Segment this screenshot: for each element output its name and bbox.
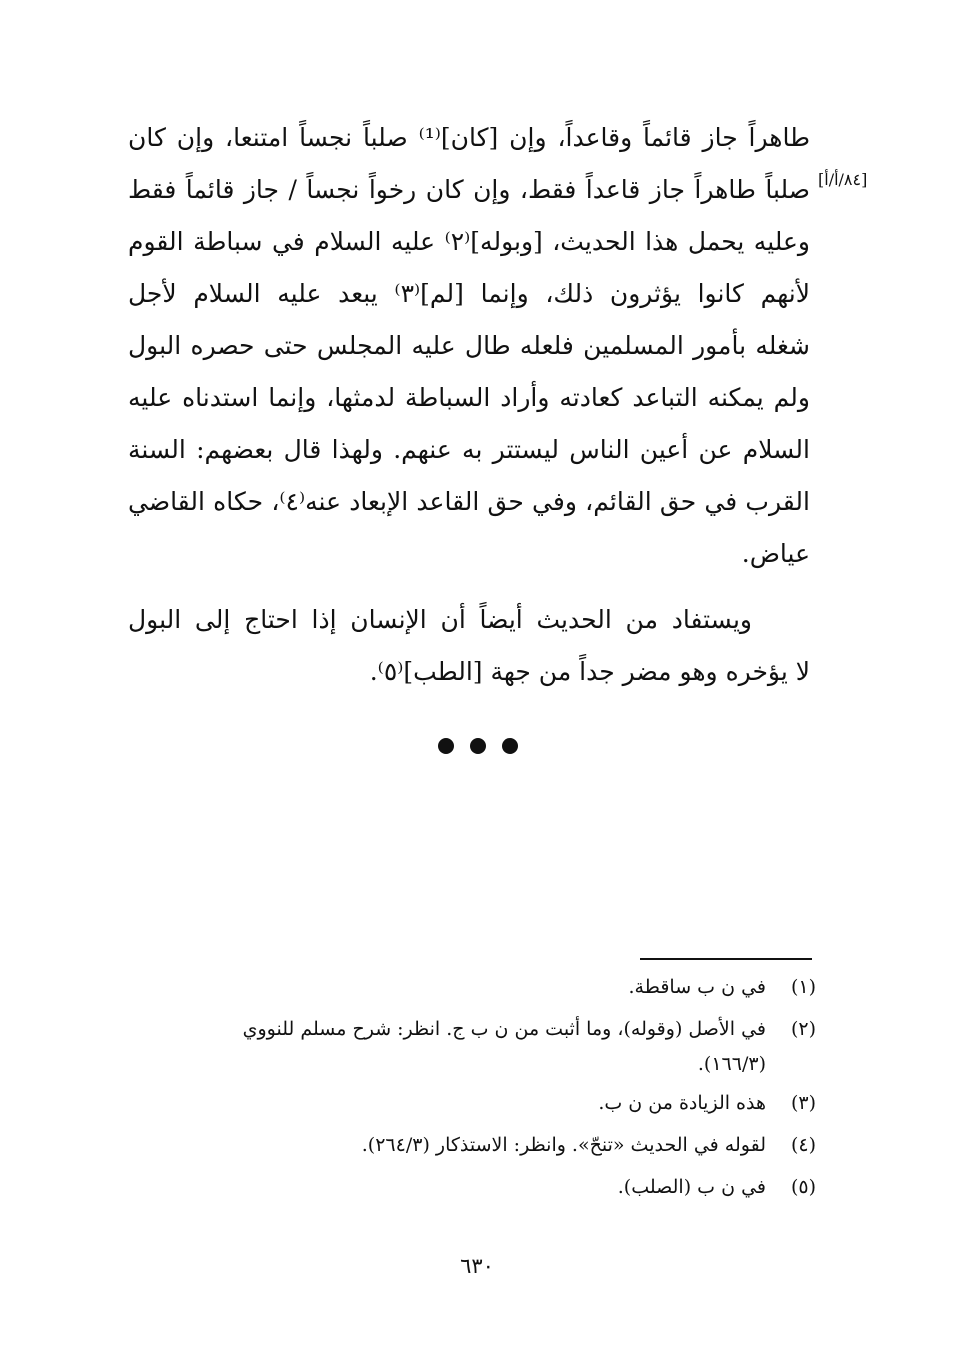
- footnote-number: (٢): [790, 1018, 816, 1040]
- text-line: ويستفاد من الحديث أيضاً أن الإنسان إذا احتاج إلى البول: [128, 605, 752, 634]
- page-number: ٦٣٠: [460, 1254, 494, 1278]
- text-line: لا يؤخره وهو مضر جداً من جهة [الطب]⁽٥⁾.: [369, 657, 810, 686]
- footnote-number: (٤): [790, 1134, 816, 1156]
- text-line: السلام عن أعين الناس ليستتر به عنهم. ولهذا قال بعضهم: السنة: [128, 435, 810, 464]
- footnote-continuation: (١٦٦/٣).: [697, 1053, 766, 1075]
- footnote: [128, 1124, 816, 1166]
- footnote: [128, 1082, 816, 1124]
- section-divider-dots: [438, 734, 518, 758]
- footnote: [128, 1008, 816, 1050]
- footnote-text: هذه الزيادة من ن ب.: [598, 1092, 766, 1114]
- footnotes: [128, 966, 816, 1208]
- footnote-number: (١): [790, 976, 816, 998]
- main-text: [128, 112, 810, 698]
- text-line: شغله بأمور المسلمين فلعله طال عليه المجلس حتى حصره البول: [128, 331, 810, 360]
- footnote-text: في الأصل (وقوله)، وما أثبت من ن ب ج. انظر: شرح مسلم للنووي: [242, 1018, 766, 1040]
- footnote-number: (٣): [790, 1092, 816, 1114]
- text-line: لأنهم كانوا يؤثرون ذلك، وإنما [لم]⁽٣⁾ يبعد عليه السلام لأجل: [128, 279, 810, 308]
- text-line: عياض.: [741, 539, 810, 568]
- footnote-text: لقوله في الحديث «تنحّ». وانظر: الاستذكار (٢٦٤/٣).: [361, 1134, 766, 1156]
- divider-dot: [470, 738, 486, 754]
- text-line: القرب في حق القائم، وفي حق القاعد الإبعاد عنه⁽٤⁾، حكاه القاضي: [128, 487, 810, 516]
- footnote-separator: [640, 958, 812, 960]
- footnote: [128, 1166, 816, 1208]
- manuscript-folio-reference: [٨٤/أ/أ]: [818, 170, 868, 189]
- footnote: [128, 966, 816, 1008]
- text-line: طاهراً جاز قائماً وقاعداً، وإن [كان]⁽¹⁾ صلباً نجساً امتنعا، وإن كان: [128, 123, 810, 152]
- text-line: ولم يمكنه التباعد كعادته وأراد السباطة لدمثها، وإنما استدناه عليه: [128, 383, 810, 412]
- footnote-number: (٥): [790, 1176, 816, 1198]
- footnote-text: في ن ب ساقطة.: [628, 976, 766, 998]
- divider-dot: [502, 738, 518, 754]
- text-line: صلباً طاهراً جاز قاعداً فقط، وإن كان رخواً نجساً / جاز قائماً فقط: [128, 175, 810, 204]
- text-line: وعليه يحمل هذا الحديث، [وبوله]⁽٢⁾ عليه السلام في سباطة القوم: [128, 227, 811, 256]
- footnote-text: في ن ب (الصلب).: [617, 1176, 766, 1198]
- divider-dot: [438, 738, 454, 754]
